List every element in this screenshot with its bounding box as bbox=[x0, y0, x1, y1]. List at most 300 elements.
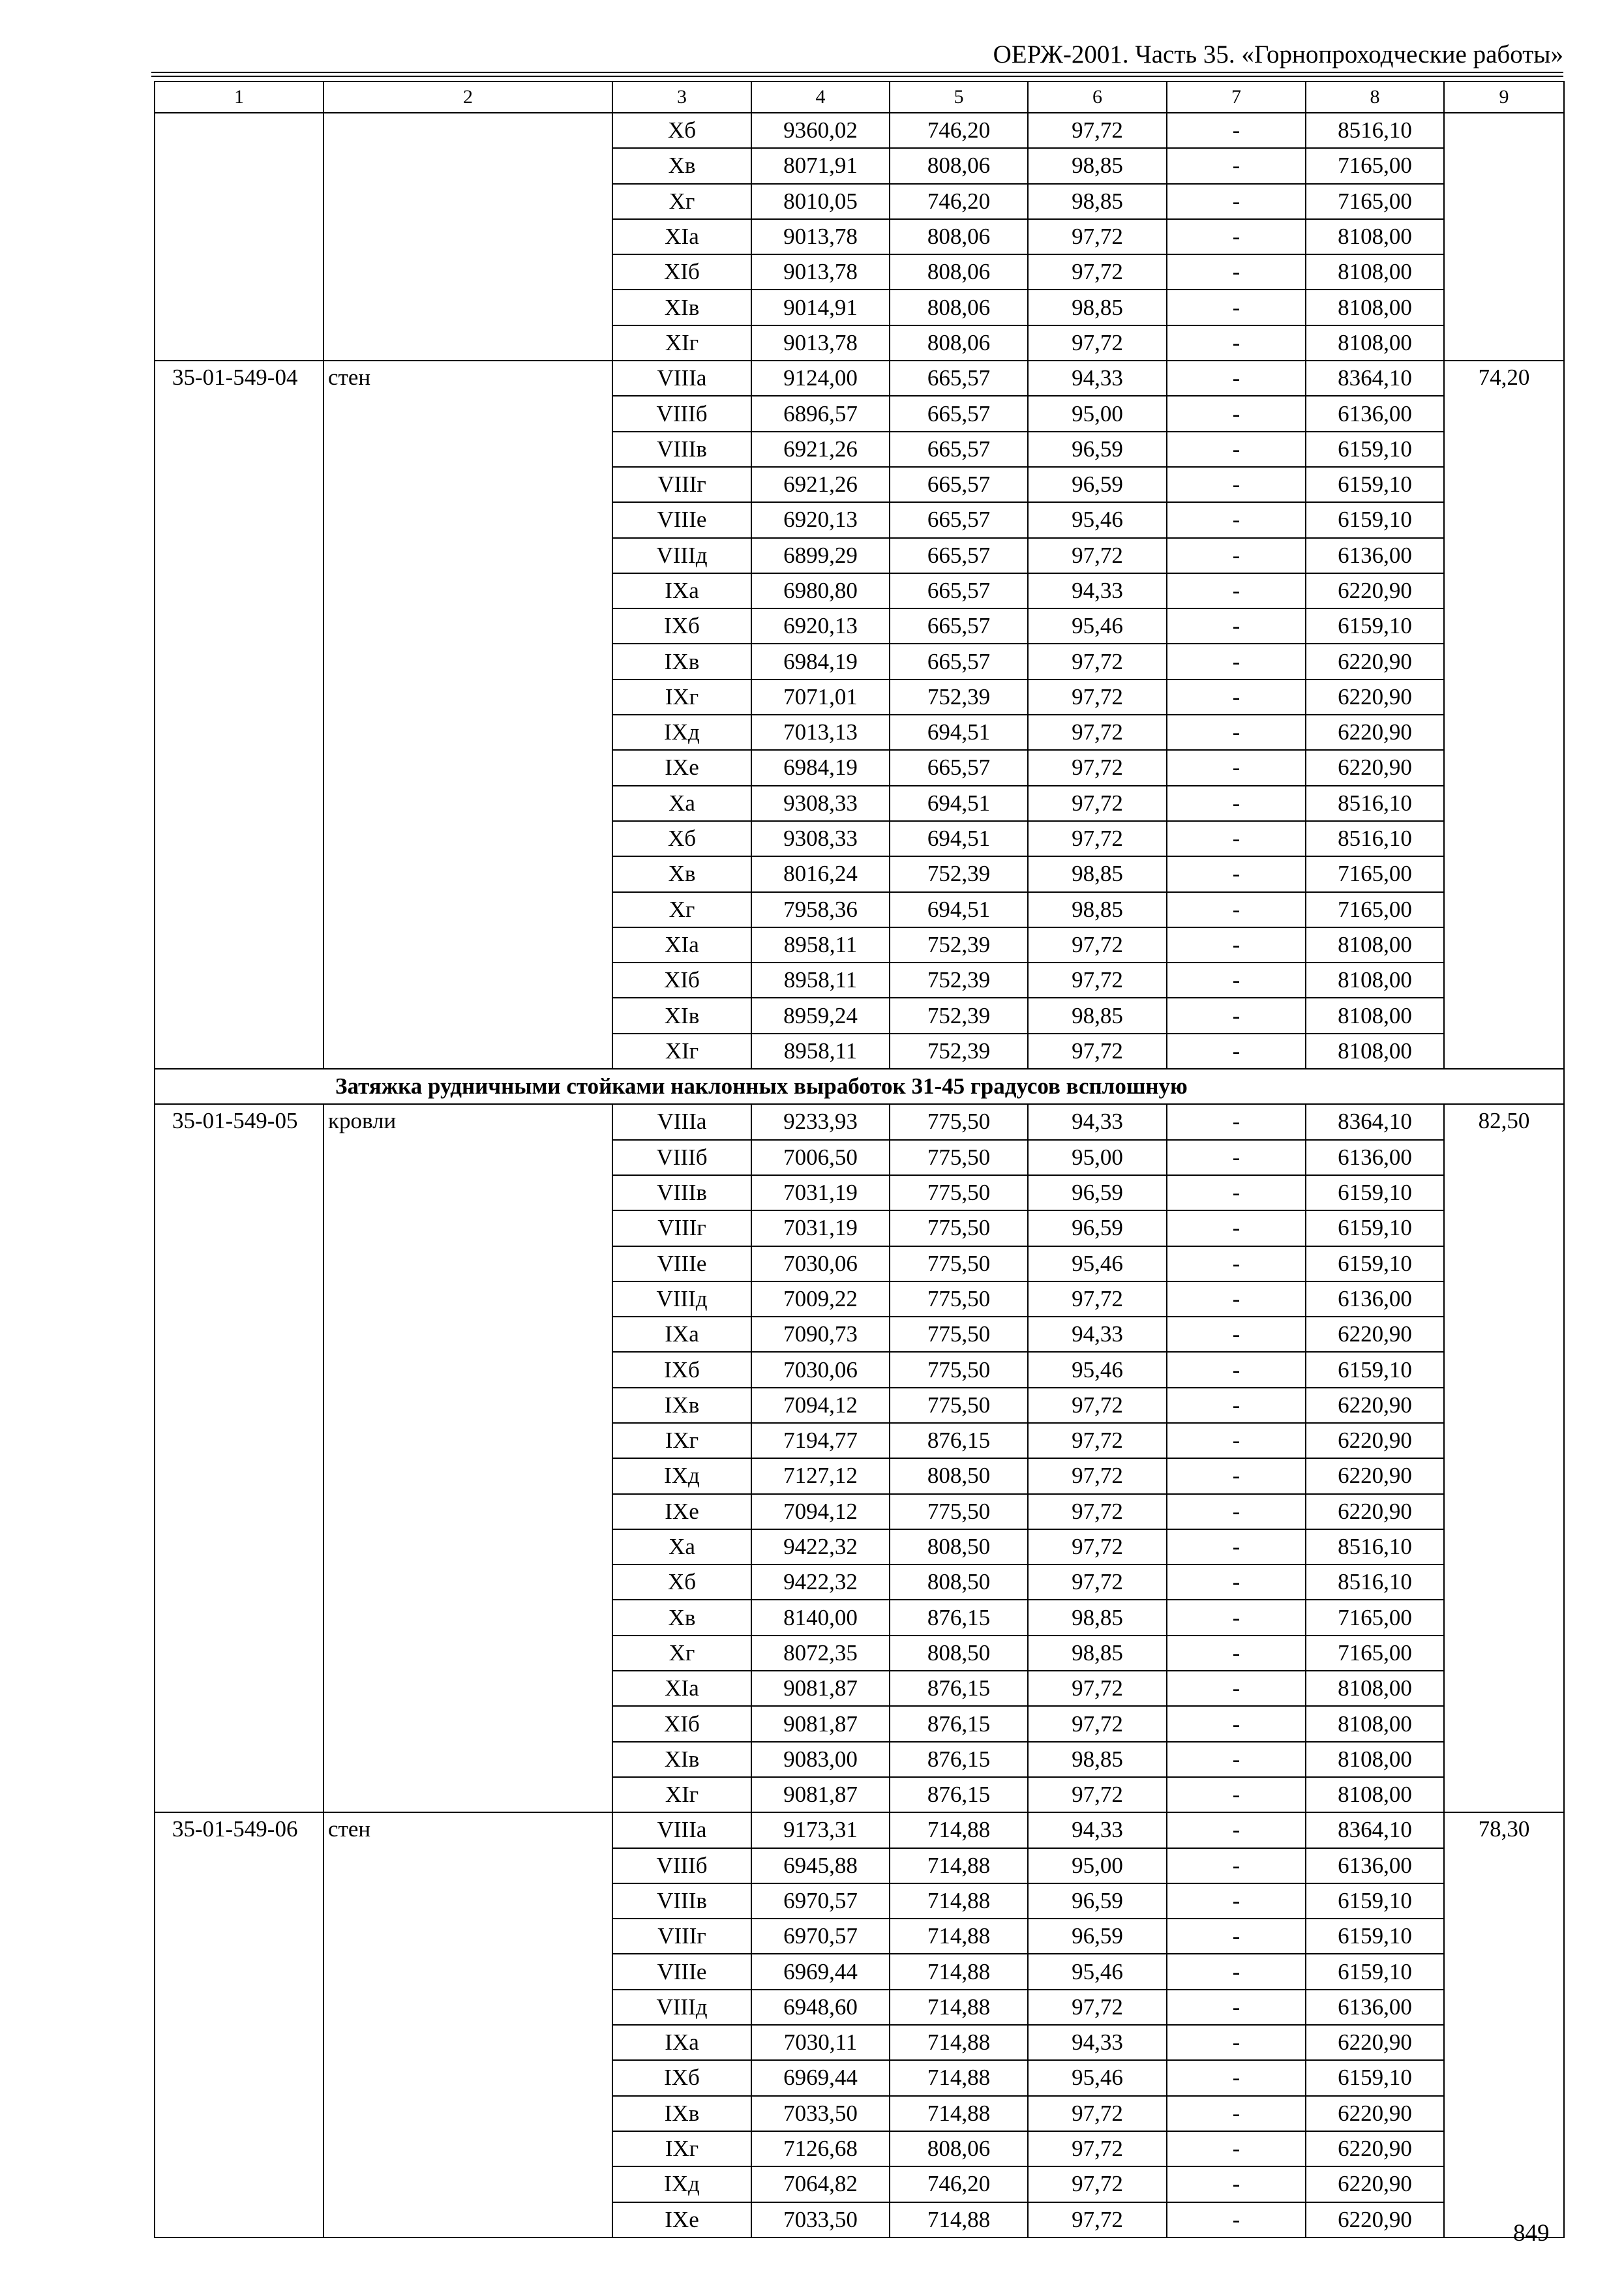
value-cell-col7: - bbox=[1167, 892, 1306, 927]
value-cell-col6: 94,33 bbox=[1028, 1812, 1167, 1848]
value-cell-col4: 9360,02 bbox=[751, 113, 890, 148]
value-cell-col8: 6159,10 bbox=[1306, 432, 1444, 467]
value-cell-col8: 8364,10 bbox=[1306, 361, 1444, 396]
col9-value-cell bbox=[1444, 113, 1564, 361]
value-cell-col3: ХIа bbox=[612, 1671, 751, 1706]
value-cell-col5: 775,50 bbox=[890, 1494, 1028, 1529]
value-cell-col6: 97,72 bbox=[1028, 113, 1167, 148]
value-cell-col5: 876,15 bbox=[890, 1777, 1028, 1812]
value-cell-col5: 665,57 bbox=[890, 467, 1028, 502]
value-cell-col5: 714,88 bbox=[890, 1990, 1028, 2025]
value-cell-col6: 95,46 bbox=[1028, 2060, 1167, 2095]
value-cell-col3: ХIб bbox=[612, 254, 751, 290]
header-rule-double bbox=[151, 76, 1563, 77]
value-cell-col4: 6969,44 bbox=[751, 1954, 890, 1989]
column-number-cell: 7 bbox=[1167, 82, 1306, 113]
value-cell-col6: 95,46 bbox=[1028, 1246, 1167, 1281]
value-cell-col8: 7165,00 bbox=[1306, 856, 1444, 891]
value-cell-col8: 7165,00 bbox=[1306, 1636, 1444, 1671]
value-cell-col6: 94,33 bbox=[1028, 1317, 1167, 1352]
value-cell-col8: 8516,10 bbox=[1306, 786, 1444, 821]
value-cell-col5: 694,51 bbox=[890, 821, 1028, 856]
value-cell-col6: 96,59 bbox=[1028, 1883, 1167, 1919]
column-number-cell: 6 bbox=[1028, 82, 1167, 113]
value-cell-col6: 98,85 bbox=[1028, 856, 1167, 891]
value-cell-col3: IХе bbox=[612, 1494, 751, 1529]
value-cell-col4: 9233,93 bbox=[751, 1104, 890, 1139]
value-cell-col7: - bbox=[1167, 1281, 1306, 1317]
value-cell-col4: 7958,36 bbox=[751, 892, 890, 927]
table-row bbox=[155, 361, 1564, 396]
value-cell-col6: 95,46 bbox=[1028, 608, 1167, 644]
value-cell-col4: 6921,26 bbox=[751, 467, 890, 502]
value-cell-col7: - bbox=[1167, 2025, 1306, 2060]
value-cell-col4: 7094,12 bbox=[751, 1388, 890, 1423]
value-cell-col8: 6136,00 bbox=[1306, 1848, 1444, 1883]
value-cell-col8: 6220,90 bbox=[1306, 2202, 1444, 2237]
value-cell-col6: 97,72 bbox=[1028, 538, 1167, 573]
value-cell-col7: - bbox=[1167, 1458, 1306, 1493]
value-cell-col6: 95,46 bbox=[1028, 1954, 1167, 1989]
value-cell-col3: Хв bbox=[612, 1600, 751, 1635]
value-cell-col3: IХд bbox=[612, 1458, 751, 1493]
value-cell-col7: - bbox=[1167, 1777, 1306, 1812]
value-cell-col4: 7094,12 bbox=[751, 1494, 890, 1529]
value-cell-col3: IХг bbox=[612, 2131, 751, 2166]
value-cell-col8: 6136,00 bbox=[1306, 1140, 1444, 1175]
value-cell-col3: IХв bbox=[612, 1388, 751, 1423]
value-cell-col4: 9081,87 bbox=[751, 1671, 890, 1706]
value-cell-col6: 97,72 bbox=[1028, 2166, 1167, 2202]
value-cell-col4: 9124,00 bbox=[751, 361, 890, 396]
value-cell-col5: 808,50 bbox=[890, 1636, 1028, 1671]
value-cell-col5: 752,39 bbox=[890, 963, 1028, 998]
value-cell-col7: - bbox=[1167, 1954, 1306, 1989]
work-name-cell: стен bbox=[323, 361, 612, 1069]
value-cell-col5: 876,15 bbox=[890, 1600, 1028, 1635]
value-cell-col4: 8140,00 bbox=[751, 1600, 890, 1635]
value-cell-col8: 6159,10 bbox=[1306, 1175, 1444, 1210]
value-cell-col6: 94,33 bbox=[1028, 1104, 1167, 1139]
value-cell-col5: 665,57 bbox=[890, 502, 1028, 537]
value-cell-col8: 6220,90 bbox=[1306, 1458, 1444, 1493]
value-cell-col6: 98,85 bbox=[1028, 1636, 1167, 1671]
value-cell-col6: 97,72 bbox=[1028, 325, 1167, 361]
value-cell-col8: 6159,10 bbox=[1306, 2060, 1444, 2095]
value-cell-col8: 7165,00 bbox=[1306, 184, 1444, 219]
column-number-cell: 4 bbox=[751, 82, 890, 113]
value-cell-col8: 6159,10 bbox=[1306, 1246, 1444, 1281]
value-cell-col3: VIIIб bbox=[612, 396, 751, 431]
value-cell-col4: 9422,32 bbox=[751, 1564, 890, 1600]
value-cell-col8: 8108,00 bbox=[1306, 290, 1444, 325]
work-name-cell: кровли bbox=[323, 1104, 612, 1812]
value-cell-col6: 97,72 bbox=[1028, 1706, 1167, 1741]
value-cell-col7: - bbox=[1167, 2202, 1306, 2237]
value-cell-col3: ХIг bbox=[612, 1777, 751, 1812]
value-cell-col7: - bbox=[1167, 1848, 1306, 1883]
value-cell-col8: 6159,10 bbox=[1306, 502, 1444, 537]
value-cell-col3: VIIIд bbox=[612, 1281, 751, 1317]
value-cell-col5: 775,50 bbox=[890, 1140, 1028, 1175]
value-cell-col5: 808,50 bbox=[890, 1458, 1028, 1493]
value-cell-col4: 7030,06 bbox=[751, 1246, 890, 1281]
value-cell-col6: 97,72 bbox=[1028, 963, 1167, 998]
value-cell-col5: 808,06 bbox=[890, 219, 1028, 254]
value-cell-col6: 98,85 bbox=[1028, 998, 1167, 1033]
col9-value-cell: 78,30 bbox=[1444, 1812, 1564, 2237]
value-cell-col3: IХг bbox=[612, 680, 751, 715]
value-cell-col5: 808,50 bbox=[890, 1564, 1028, 1600]
rates-table bbox=[154, 81, 1565, 2238]
value-cell-col8: 6159,10 bbox=[1306, 1883, 1444, 1919]
value-cell-col3: Хг bbox=[612, 184, 751, 219]
value-cell-col5: 665,57 bbox=[890, 396, 1028, 431]
column-number-cell: 3 bbox=[612, 82, 751, 113]
value-cell-col7: - bbox=[1167, 1246, 1306, 1281]
value-cell-col4: 8958,11 bbox=[751, 1034, 890, 1069]
value-cell-col8: 8108,00 bbox=[1306, 1671, 1444, 1706]
value-cell-col7: - bbox=[1167, 573, 1306, 608]
value-cell-col3: Хв bbox=[612, 856, 751, 891]
value-cell-col5: 746,20 bbox=[890, 2166, 1028, 2202]
value-cell-col4: 8010,05 bbox=[751, 184, 890, 219]
value-cell-col7: - bbox=[1167, 361, 1306, 396]
value-cell-col7: - bbox=[1167, 1919, 1306, 1954]
value-cell-col3: ХIа bbox=[612, 219, 751, 254]
value-cell-col6: 96,59 bbox=[1028, 1175, 1167, 1210]
value-cell-col3: IХд bbox=[612, 2166, 751, 2202]
value-cell-col8: 8516,10 bbox=[1306, 1564, 1444, 1600]
value-cell-col4: 8958,11 bbox=[751, 963, 890, 998]
value-cell-col7: - bbox=[1167, 1564, 1306, 1600]
value-cell-col6: 98,85 bbox=[1028, 148, 1167, 183]
value-cell-col4: 9013,78 bbox=[751, 325, 890, 361]
header-rule bbox=[151, 72, 1563, 73]
value-cell-col7: - bbox=[1167, 432, 1306, 467]
value-cell-col3: Хб bbox=[612, 113, 751, 148]
value-cell-col4: 9422,32 bbox=[751, 1529, 890, 1564]
value-cell-col6: 97,72 bbox=[1028, 1671, 1167, 1706]
value-cell-col3: VIIIд bbox=[612, 1990, 751, 2025]
value-cell-col4: 8959,24 bbox=[751, 998, 890, 1033]
value-cell-col4: 7006,50 bbox=[751, 1140, 890, 1175]
value-cell-col7: - bbox=[1167, 325, 1306, 361]
value-cell-col8: 6220,90 bbox=[1306, 1388, 1444, 1423]
value-cell-col6: 97,72 bbox=[1028, 1034, 1167, 1069]
value-cell-col4: 7030,11 bbox=[751, 2025, 890, 2060]
value-cell-col4: 8072,35 bbox=[751, 1636, 890, 1671]
value-cell-col7: - bbox=[1167, 821, 1306, 856]
column-number-cell: 5 bbox=[890, 82, 1028, 113]
value-cell-col6: 94,33 bbox=[1028, 573, 1167, 608]
value-cell-col6: 97,72 bbox=[1028, 1388, 1167, 1423]
column-number-row bbox=[155, 82, 1564, 113]
value-cell-col8: 8364,10 bbox=[1306, 1812, 1444, 1848]
value-cell-col8: 6159,10 bbox=[1306, 1352, 1444, 1387]
value-cell-col7: - bbox=[1167, 290, 1306, 325]
value-cell-col3: ХIв bbox=[612, 290, 751, 325]
value-cell-col7: - bbox=[1167, 219, 1306, 254]
value-cell-col5: 775,50 bbox=[890, 1104, 1028, 1139]
value-cell-col8: 8108,00 bbox=[1306, 927, 1444, 963]
value-cell-col5: 665,57 bbox=[890, 644, 1028, 679]
value-cell-col6: 97,72 bbox=[1028, 644, 1167, 679]
col9-value-cell: 82,50 bbox=[1444, 1104, 1564, 1812]
value-cell-col7: - bbox=[1167, 2131, 1306, 2166]
value-cell-col6: 97,72 bbox=[1028, 219, 1167, 254]
value-cell-col7: - bbox=[1167, 1317, 1306, 1352]
value-cell-col4: 6896,57 bbox=[751, 396, 890, 431]
value-cell-col7: - bbox=[1167, 113, 1306, 148]
value-cell-col6: 97,72 bbox=[1028, 1777, 1167, 1812]
value-cell-col6: 98,85 bbox=[1028, 290, 1167, 325]
value-cell-col5: 694,51 bbox=[890, 892, 1028, 927]
value-cell-col7: - bbox=[1167, 538, 1306, 573]
value-cell-col8: 6136,00 bbox=[1306, 1281, 1444, 1317]
table-row bbox=[155, 1812, 1564, 1848]
value-cell-col3: ХIа bbox=[612, 927, 751, 963]
value-cell-col4: 7126,68 bbox=[751, 2131, 890, 2166]
value-cell-col5: 876,15 bbox=[890, 1423, 1028, 1458]
value-cell-col8: 8108,00 bbox=[1306, 1706, 1444, 1741]
value-cell-col5: 808,50 bbox=[890, 1529, 1028, 1564]
value-cell-col4: 6920,13 bbox=[751, 502, 890, 537]
value-cell-col3: ХIб bbox=[612, 963, 751, 998]
value-cell-col3: IХв bbox=[612, 644, 751, 679]
value-cell-col5: 775,50 bbox=[890, 1175, 1028, 1210]
value-cell-col7: - bbox=[1167, 927, 1306, 963]
value-cell-col6: 97,72 bbox=[1028, 1990, 1167, 2025]
value-cell-col5: 665,57 bbox=[890, 750, 1028, 785]
value-cell-col4: 7031,19 bbox=[751, 1210, 890, 1246]
value-cell-col8: 8516,10 bbox=[1306, 1529, 1444, 1564]
value-cell-col8: 6136,00 bbox=[1306, 1990, 1444, 2025]
value-cell-col8: 8364,10 bbox=[1306, 1104, 1444, 1139]
value-cell-col6: 97,72 bbox=[1028, 1281, 1167, 1317]
value-cell-col5: 752,39 bbox=[890, 998, 1028, 1033]
value-cell-col4: 7090,73 bbox=[751, 1317, 890, 1352]
value-cell-col4: 6984,19 bbox=[751, 750, 890, 785]
value-cell-col8: 6220,90 bbox=[1306, 2131, 1444, 2166]
value-cell-col8: 8108,00 bbox=[1306, 1034, 1444, 1069]
value-cell-col8: 6159,10 bbox=[1306, 1919, 1444, 1954]
value-cell-col5: 775,50 bbox=[890, 1246, 1028, 1281]
value-cell-col3: IХг bbox=[612, 1423, 751, 1458]
value-cell-col3: Хг bbox=[612, 892, 751, 927]
value-cell-col6: 96,59 bbox=[1028, 467, 1167, 502]
value-cell-col8: 6220,90 bbox=[1306, 750, 1444, 785]
value-cell-col4: 9014,91 bbox=[751, 290, 890, 325]
value-cell-col6: 95,00 bbox=[1028, 1848, 1167, 1883]
value-cell-col5: 665,57 bbox=[890, 608, 1028, 644]
value-cell-col6: 97,72 bbox=[1028, 750, 1167, 785]
value-cell-col8: 6220,90 bbox=[1306, 2096, 1444, 2131]
value-cell-col5: 714,88 bbox=[890, 1812, 1028, 1848]
value-cell-col7: - bbox=[1167, 1352, 1306, 1387]
value-cell-col6: 96,59 bbox=[1028, 1210, 1167, 1246]
value-cell-col3: VIIIг bbox=[612, 1210, 751, 1246]
value-cell-col6: 97,72 bbox=[1028, 715, 1167, 750]
value-cell-col6: 96,59 bbox=[1028, 1919, 1167, 1954]
page-number: 849 bbox=[1513, 2220, 1550, 2247]
value-cell-col4: 6948,60 bbox=[751, 1990, 890, 2025]
value-cell-col7: - bbox=[1167, 1104, 1306, 1139]
value-cell-col4: 6921,26 bbox=[751, 432, 890, 467]
value-cell-col6: 97,72 bbox=[1028, 1458, 1167, 1493]
value-cell-col4: 7031,19 bbox=[751, 1175, 890, 1210]
value-cell-col4: 6970,57 bbox=[751, 1883, 890, 1919]
section-heading: Затяжка рудничными стойками наклонных выработок 31-45 градусов всплошную bbox=[155, 1069, 1564, 1104]
value-cell-col4: 9308,33 bbox=[751, 821, 890, 856]
value-cell-col6: 95,00 bbox=[1028, 396, 1167, 431]
value-cell-col3: IХд bbox=[612, 715, 751, 750]
value-cell-col3: IХв bbox=[612, 2096, 751, 2131]
value-cell-col6: 94,33 bbox=[1028, 2025, 1167, 2060]
value-cell-col3: IХе bbox=[612, 2202, 751, 2237]
value-cell-col8: 8108,00 bbox=[1306, 1742, 1444, 1777]
value-cell-col3: IХб bbox=[612, 2060, 751, 2095]
value-cell-col8: 6220,90 bbox=[1306, 644, 1444, 679]
value-cell-col6: 97,72 bbox=[1028, 1423, 1167, 1458]
value-cell-col8: 8108,00 bbox=[1306, 1777, 1444, 1812]
value-cell-col8: 8108,00 bbox=[1306, 325, 1444, 361]
value-cell-col3: Хв bbox=[612, 148, 751, 183]
value-cell-col6: 98,85 bbox=[1028, 892, 1167, 927]
value-cell-col7: - bbox=[1167, 1671, 1306, 1706]
value-cell-col8: 8108,00 bbox=[1306, 219, 1444, 254]
value-cell-col5: 714,88 bbox=[890, 2060, 1028, 2095]
table-row bbox=[155, 1104, 1564, 1139]
value-cell-col8: 7165,00 bbox=[1306, 892, 1444, 927]
value-cell-col5: 665,57 bbox=[890, 432, 1028, 467]
value-cell-col7: - bbox=[1167, 1034, 1306, 1069]
value-cell-col5: 746,20 bbox=[890, 184, 1028, 219]
value-cell-col8: 8108,00 bbox=[1306, 998, 1444, 1033]
rate-code-cell: 35-01-549-06 bbox=[155, 1812, 323, 2237]
value-cell-col5: 808,06 bbox=[890, 254, 1028, 290]
value-cell-col3: VIIIв bbox=[612, 1883, 751, 1919]
value-cell-col3: VIIIе bbox=[612, 1246, 751, 1281]
value-cell-col8: 6220,90 bbox=[1306, 573, 1444, 608]
value-cell-col8: 6136,00 bbox=[1306, 396, 1444, 431]
value-cell-col8: 6220,90 bbox=[1306, 1494, 1444, 1529]
value-cell-col4: 7033,50 bbox=[751, 2096, 890, 2131]
value-cell-col4: 9173,31 bbox=[751, 1812, 890, 1848]
value-cell-col5: 775,50 bbox=[890, 1281, 1028, 1317]
value-cell-col5: 808,06 bbox=[890, 325, 1028, 361]
value-cell-col4: 9013,78 bbox=[751, 219, 890, 254]
value-cell-col4: 7030,06 bbox=[751, 1352, 890, 1387]
value-cell-col3: VIIIа bbox=[612, 361, 751, 396]
table-row bbox=[155, 113, 1564, 148]
value-cell-col4: 7033,50 bbox=[751, 2202, 890, 2237]
value-cell-col7: - bbox=[1167, 1210, 1306, 1246]
value-cell-col6: 95,00 bbox=[1028, 1140, 1167, 1175]
value-cell-col6: 97,72 bbox=[1028, 1564, 1167, 1600]
value-cell-col8: 6220,90 bbox=[1306, 715, 1444, 750]
value-cell-col4: 8071,91 bbox=[751, 148, 890, 183]
value-cell-col6: 97,72 bbox=[1028, 2131, 1167, 2166]
value-cell-col7: - bbox=[1167, 1812, 1306, 1848]
value-cell-col7: - bbox=[1167, 608, 1306, 644]
value-cell-col6: 96,59 bbox=[1028, 432, 1167, 467]
column-number-cell: 8 bbox=[1306, 82, 1444, 113]
value-cell-col3: VIIIв bbox=[612, 432, 751, 467]
value-cell-col4: 6969,44 bbox=[751, 2060, 890, 2095]
value-cell-col3: IХб bbox=[612, 608, 751, 644]
value-cell-col5: 808,06 bbox=[890, 148, 1028, 183]
value-cell-col7: - bbox=[1167, 998, 1306, 1033]
value-cell-col4: 9081,87 bbox=[751, 1777, 890, 1812]
rate-code-cell: 35-01-549-05 bbox=[155, 1104, 323, 1812]
value-cell-col7: - bbox=[1167, 715, 1306, 750]
value-cell-col7: - bbox=[1167, 1388, 1306, 1423]
value-cell-col5: 775,50 bbox=[890, 1210, 1028, 1246]
value-cell-col4: 7009,22 bbox=[751, 1281, 890, 1317]
value-cell-col3: IХа bbox=[612, 1317, 751, 1352]
value-cell-col5: 775,50 bbox=[890, 1388, 1028, 1423]
value-cell-col3: Хб bbox=[612, 821, 751, 856]
value-cell-col7: - bbox=[1167, 2060, 1306, 2095]
value-cell-col5: 714,88 bbox=[890, 2025, 1028, 2060]
value-cell-col7: - bbox=[1167, 1636, 1306, 1671]
rate-code-cell: 35-01-549-04 bbox=[155, 361, 323, 1069]
value-cell-col6: 98,85 bbox=[1028, 1742, 1167, 1777]
value-cell-col6: 95,46 bbox=[1028, 1352, 1167, 1387]
value-cell-col3: IХа bbox=[612, 2025, 751, 2060]
value-cell-col5: 665,57 bbox=[890, 361, 1028, 396]
value-cell-col3: VIIIг bbox=[612, 467, 751, 502]
value-cell-col7: - bbox=[1167, 1600, 1306, 1635]
value-cell-col3: Ха bbox=[612, 1529, 751, 1564]
value-cell-col7: - bbox=[1167, 2166, 1306, 2202]
value-cell-col8: 6159,10 bbox=[1306, 1954, 1444, 1989]
value-cell-col8: 6220,90 bbox=[1306, 1317, 1444, 1352]
value-cell-col7: - bbox=[1167, 1175, 1306, 1210]
value-cell-col8: 6220,90 bbox=[1306, 680, 1444, 715]
value-cell-col7: - bbox=[1167, 502, 1306, 537]
value-cell-col7: - bbox=[1167, 1529, 1306, 1564]
value-cell-col3: VIIIе bbox=[612, 1954, 751, 1989]
value-cell-col6: 97,72 bbox=[1028, 680, 1167, 715]
value-cell-col3: VIIIа bbox=[612, 1812, 751, 1848]
page-header bbox=[151, 38, 1563, 72]
value-cell-col8: 8516,10 bbox=[1306, 113, 1444, 148]
value-cell-col5: 752,39 bbox=[890, 1034, 1028, 1069]
section-heading-row bbox=[155, 1069, 1564, 1104]
value-cell-col5: 714,88 bbox=[890, 1848, 1028, 1883]
value-cell-col8: 7165,00 bbox=[1306, 1600, 1444, 1635]
value-cell-col4: 9083,00 bbox=[751, 1742, 890, 1777]
value-cell-col5: 808,06 bbox=[890, 2131, 1028, 2166]
value-cell-col6: 97,72 bbox=[1028, 786, 1167, 821]
value-cell-col8: 6220,90 bbox=[1306, 2166, 1444, 2202]
value-cell-col3: IХб bbox=[612, 1352, 751, 1387]
value-cell-col5: 665,57 bbox=[890, 538, 1028, 573]
value-cell-col8: 7165,00 bbox=[1306, 148, 1444, 183]
value-cell-col3: ХIв bbox=[612, 1742, 751, 1777]
work-name-cell: стен bbox=[323, 1812, 612, 2237]
value-cell-col5: 808,06 bbox=[890, 290, 1028, 325]
value-cell-col4: 6920,13 bbox=[751, 608, 890, 644]
value-cell-col5: 752,39 bbox=[890, 856, 1028, 891]
rate-code-cell bbox=[155, 113, 323, 361]
work-name-cell bbox=[323, 113, 612, 361]
value-cell-col7: - bbox=[1167, 148, 1306, 183]
value-cell-col5: 775,50 bbox=[890, 1317, 1028, 1352]
value-cell-col6: 97,72 bbox=[1028, 254, 1167, 290]
